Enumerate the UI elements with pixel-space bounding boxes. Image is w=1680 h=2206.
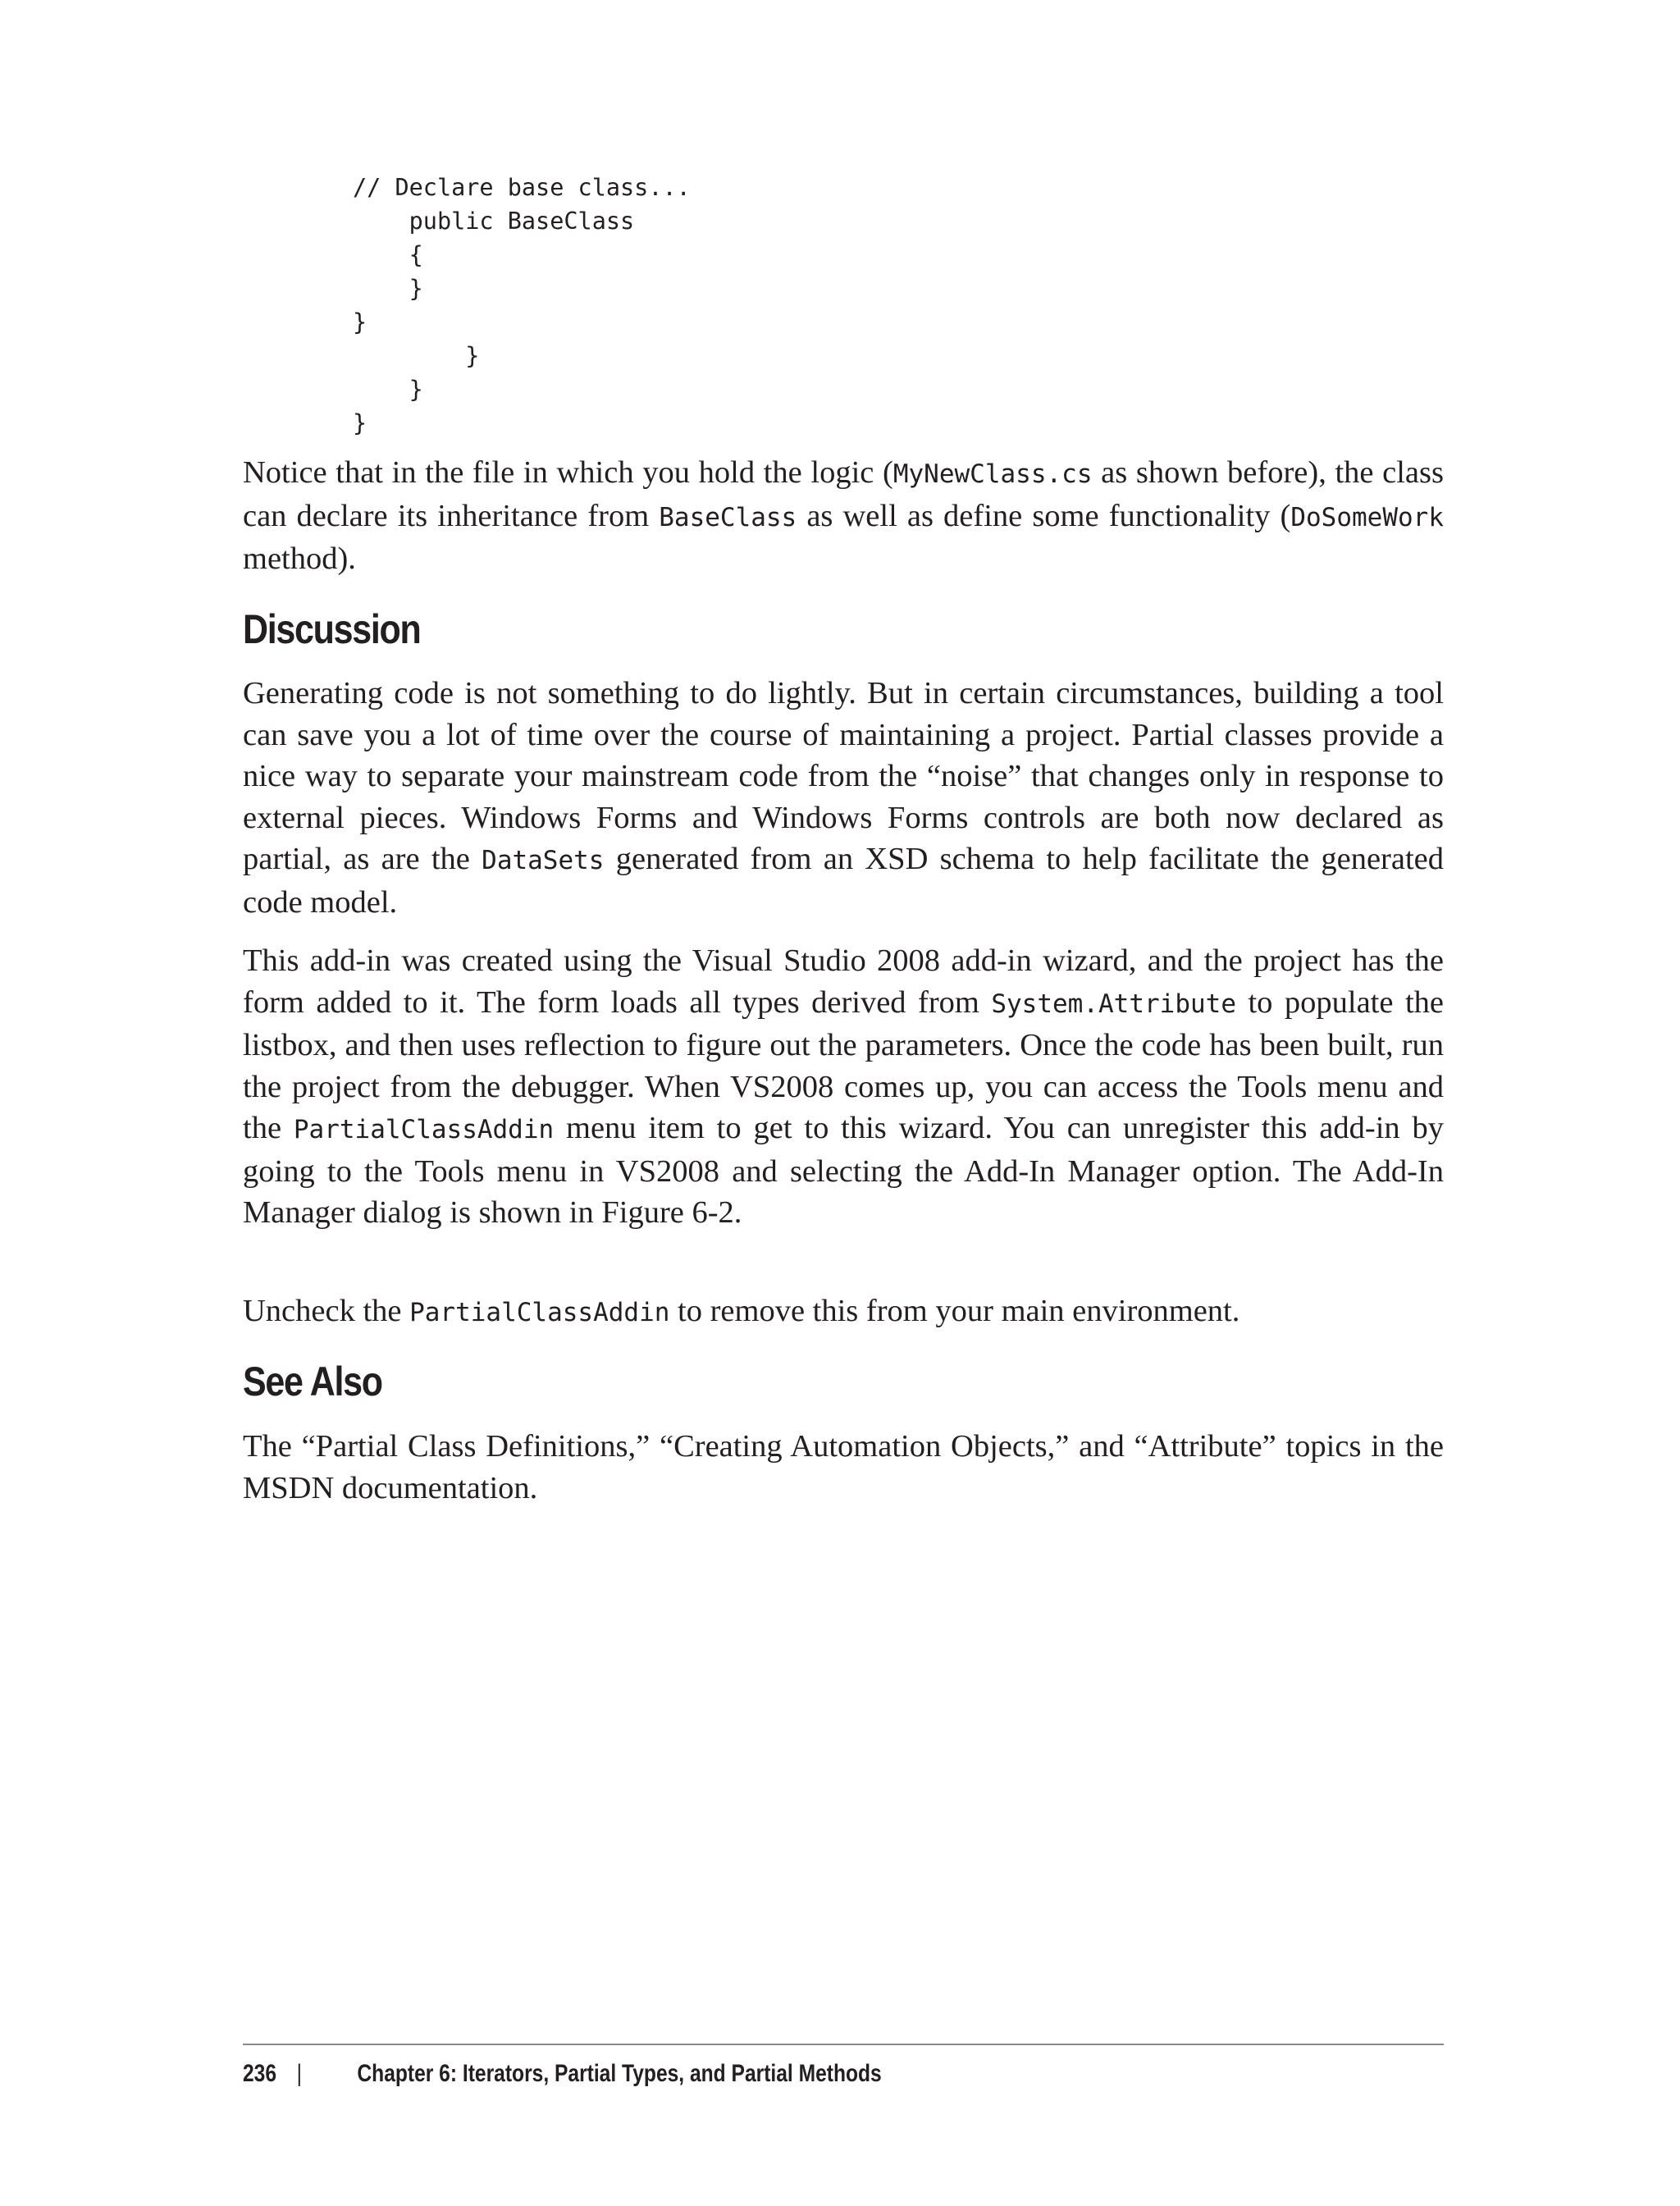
- code-line: }: [353, 342, 480, 369]
- inline-code: DataSets: [482, 846, 605, 875]
- code-line: public BaseClass: [353, 208, 635, 235]
- paragraph-text: generated from an XSD schema to help facilitate the generated code model.: [243, 842, 1444, 920]
- inline-code: PartialClassAddin: [293, 1115, 555, 1144]
- paragraph-text: method).: [243, 541, 356, 576]
- footer-separator: |: [296, 2060, 302, 2087]
- footer-divider: [243, 2044, 1444, 2045]
- page-number: 236: [243, 2060, 277, 2087]
- inline-code: BaseClass: [659, 502, 797, 532]
- section-heading-see-also: See Also: [243, 1359, 382, 1404]
- inline-code: DoSomeWork: [1290, 502, 1444, 532]
- code-listing: [353, 171, 691, 440]
- body-paragraph: [243, 673, 1444, 923]
- code-line: }: [353, 275, 423, 302]
- paragraph-text: to populate the listbox, and then uses reflection to figure out the parameters. Once the code has been built, run the project from the debugger. When VS2008 comes up, you can access the Tools menu and the: [243, 984, 1444, 1145]
- running-footer: [243, 2056, 882, 2092]
- paragraph-text: to remove this from your main environment.: [669, 1294, 1240, 1328]
- code-line: }: [353, 376, 423, 403]
- body-paragraph: [243, 940, 1444, 1234]
- paragraph-text: This add-in was created using the Visual Studio 2008 add-in wizard, and the project has the form added to it. The form loads all types derived from: [243, 943, 1444, 1020]
- code-line: // Declare base class...: [353, 174, 691, 201]
- section-heading-discussion: Discussion: [243, 606, 421, 652]
- code-line: }: [353, 409, 368, 436]
- paragraph-text: as well as define some functionality (: [797, 498, 1291, 533]
- body-paragraph: [243, 452, 1444, 580]
- chapter-title: Chapter 6: Iterators, Partial Types, and Partial Methods: [357, 2060, 882, 2087]
- body-paragraph: [243, 1426, 1444, 1509]
- paragraph-text: The “Partial Class Definitions,” “Creating Automation Objects,” and “Attribute” topics in the MSDN documentation.: [243, 1429, 1444, 1505]
- code-line: }: [353, 308, 368, 336]
- paragraph-text: as shown before), the class can declare its inheritance from: [243, 455, 1444, 533]
- code-line: {: [353, 241, 423, 268]
- paragraph-text: Generating code is not something to do lightly. But in certain circumstances, building a tool can save you a lot of time over the course of maintaining a project. Partial classes provide a nice way to separate your mainstream code from the “noise” that changes only in response to external pieces. Windows Forms and Windows Forms controls are both now declared as partial, as are the: [243, 676, 1444, 876]
- paragraph-text: Notice that in the file in which you hold the logic (: [243, 455, 893, 490]
- body-paragraph: [243, 1290, 1444, 1334]
- paragraph-text: Uncheck the: [243, 1294, 410, 1328]
- paragraph-text: menu item to get to this wizard. You can unregister this add-in by going to the Tools menu in VS2008 and selecting the Add-In Manager option. The Add-In Manager dialog is shown in Figure 6-2.: [243, 1111, 1444, 1230]
- inline-code: MyNewClass.cs: [892, 459, 1093, 489]
- inline-code: System.Attribute: [991, 989, 1236, 1019]
- inline-code: PartialClassAddin: [409, 1298, 670, 1327]
